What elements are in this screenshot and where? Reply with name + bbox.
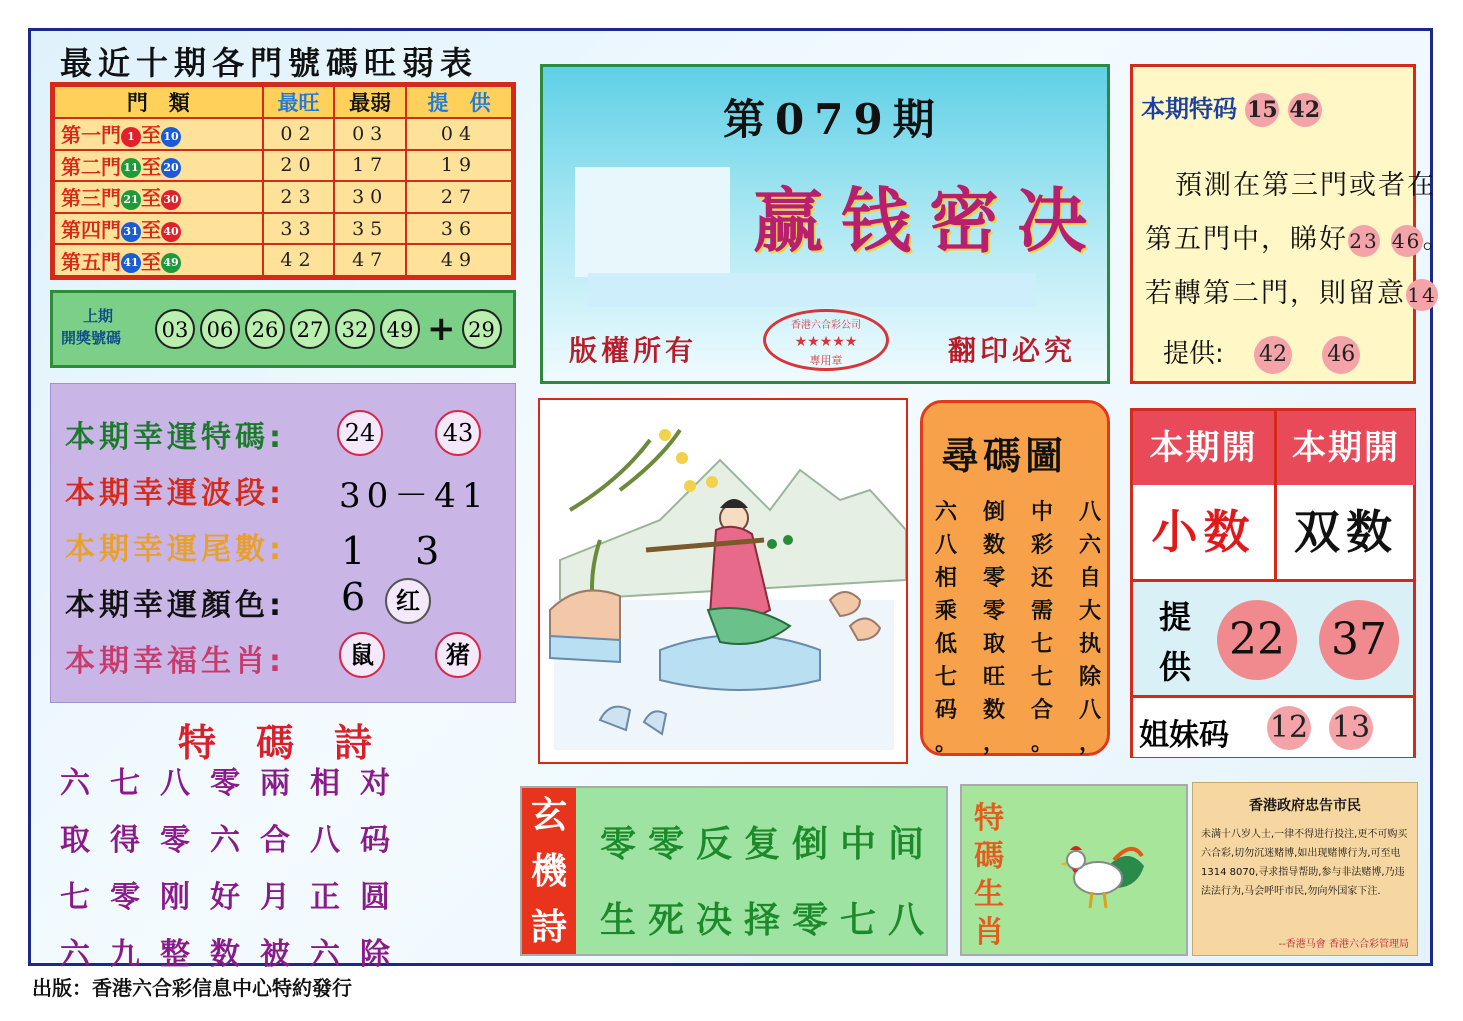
bs-provide-label-2: 供 xyxy=(1159,648,1192,686)
rooster-icon xyxy=(1058,836,1148,916)
draw-special-ball: 29 xyxy=(462,309,502,349)
issue-number: 第079期 xyxy=(723,95,945,144)
find-code-row xyxy=(935,594,1101,627)
door-name: 第一門 xyxy=(61,123,121,148)
prediction-num: 14 xyxy=(1406,279,1438,311)
hot-cell: 02 xyxy=(263,118,335,150)
cold-cell: 30 xyxy=(334,181,406,213)
find-code-char: 数 xyxy=(982,698,1005,723)
lucky-panel xyxy=(50,383,516,703)
mystery-head-char: 詩 xyxy=(530,907,567,948)
prediction-line-2 xyxy=(1145,217,1452,257)
find-code-char: 中 xyxy=(1030,500,1053,525)
special-code-title xyxy=(1141,89,1322,127)
range-end-ball: 40 xyxy=(161,222,181,242)
find-code-row xyxy=(935,495,1101,528)
table-header-row xyxy=(54,86,512,118)
lucky-special-2: 43 xyxy=(435,410,481,456)
door-name: 第四門 xyxy=(61,218,121,243)
find-code-char: 彩 xyxy=(1030,533,1053,558)
flute-player-illustration xyxy=(538,398,908,764)
notice-title: 香港政府忠告市民 xyxy=(1249,798,1361,814)
find-code-char: 倒 xyxy=(982,500,1005,525)
sister-num: 13 xyxy=(1329,706,1373,750)
find-code-char: 自 xyxy=(1078,566,1101,591)
find-code-char: 除 xyxy=(1078,665,1101,690)
bs-val-right: 双数 xyxy=(1274,485,1415,579)
door-label xyxy=(54,181,263,213)
bs-val-left: 小数 xyxy=(1151,505,1256,559)
notice-body: 未满十八岁人士,一律不得进行投注,更不可购买六合彩,切勿沉迷赌博,如出现赌博行为,可至电1314 8070,寻求指导帮助,参与非法赌博,乃违法法行为,马会呼吁市民,勿向外国家下注. xyxy=(1201,829,1408,897)
find-code-title: 尋碼圖 xyxy=(941,434,1068,478)
notice-sign: --香港马會 香港六合彩管理局 xyxy=(1278,939,1409,950)
issue-banner xyxy=(540,64,1110,384)
poem-body xyxy=(60,758,500,986)
bs-head-right: 本期開 xyxy=(1274,411,1415,485)
range-start-ball: 31 xyxy=(121,222,141,242)
find-code-char: 旺 xyxy=(982,665,1005,690)
plus-icon: + xyxy=(427,309,456,349)
special-code-panel xyxy=(1130,64,1452,384)
prediction-line-1: 預測在第三門或者在 xyxy=(1175,170,1436,201)
find-code-char: 大 xyxy=(1078,599,1101,624)
find-code-char: 码 xyxy=(935,698,958,723)
range-start-ball: 11 xyxy=(121,158,141,178)
lucky-zodiac-2: 猪 xyxy=(435,632,481,678)
door-ranking-table xyxy=(50,82,516,280)
cold-cell: 47 xyxy=(334,244,406,276)
zodiac-title-char: 碼 xyxy=(974,839,1004,874)
col-header-provide: 提 供 xyxy=(406,86,512,118)
lucky-tail-label: 本期幸運尾數: xyxy=(65,532,285,567)
lucky-zodiac-label: 本期幸福生肖: xyxy=(65,644,285,679)
range-to: 至 xyxy=(141,123,161,148)
seal-bottom-text: 專用章 xyxy=(809,354,843,367)
mystery-line-1: 零零反复倒中间 xyxy=(600,824,937,865)
find-code-char: 七 xyxy=(1030,665,1053,690)
find-code-char: 七 xyxy=(1030,632,1053,657)
find-code-char: 取 xyxy=(982,632,1005,657)
find-code-char: 乘 xyxy=(935,599,958,624)
prediction-num: 46 xyxy=(1391,225,1423,257)
mystery-poem-panel xyxy=(520,786,948,956)
mystery-head-char: 機 xyxy=(530,851,567,892)
bs-provide-num: 22 xyxy=(1217,600,1297,680)
prediction-line-3 xyxy=(1145,271,1438,311)
door-label xyxy=(54,213,263,245)
prediction-end: 。 xyxy=(1422,224,1452,255)
range-end-ball: 20 xyxy=(161,158,181,178)
lucky-special-1: 24 xyxy=(337,410,383,456)
draw-number-ball: 26 xyxy=(245,309,285,349)
find-code-char: 零 xyxy=(982,566,1005,591)
poem-title: 特碼詩 xyxy=(178,721,413,765)
find-code-row xyxy=(935,693,1101,726)
door-name: 第二門 xyxy=(61,154,121,179)
lucky-color: 红 xyxy=(385,578,431,624)
door-label xyxy=(54,150,263,182)
main-title: 最近十期各門號碼旺弱表 xyxy=(60,44,479,82)
special-code-label: 本期特码 xyxy=(1141,95,1237,123)
lucky-tail: 1 3 6 xyxy=(341,529,490,619)
seal-stars-icon: ★★★★★ xyxy=(794,334,858,350)
range-to: 至 xyxy=(141,186,161,211)
hot-cell: 23 xyxy=(263,181,335,213)
poem-line: 六七八零兩相对 xyxy=(60,766,410,801)
find-code-char: ， xyxy=(982,731,1005,756)
table-row xyxy=(54,118,512,150)
door-name: 第三門 xyxy=(61,186,121,211)
find-code-char: 。 xyxy=(935,731,958,756)
bs-provide-label xyxy=(1159,592,1191,692)
find-code-char: 还 xyxy=(1030,566,1053,591)
copyright-left: 版權所有 xyxy=(569,334,698,367)
provide-cell: 36 xyxy=(406,213,512,245)
provide-cell: 27 xyxy=(406,181,512,213)
find-code-char: 。 xyxy=(1030,731,1053,756)
find-code-char: 需 xyxy=(1030,599,1053,624)
lucky-wave: 30－41 xyxy=(339,476,490,516)
range-end-ball: 30 xyxy=(161,190,181,210)
find-code-char: ， xyxy=(1078,731,1101,756)
mystery-head-char: 玄 xyxy=(530,795,567,836)
hot-cell: 33 xyxy=(263,213,335,245)
special-code-num: 42 xyxy=(1288,93,1322,127)
find-code-row xyxy=(935,627,1101,660)
range-to: 至 xyxy=(141,249,161,274)
last-draw-label-1: 上期 xyxy=(83,307,114,325)
special-provide-num: 46 xyxy=(1322,336,1360,374)
find-code-char: 执 xyxy=(1078,632,1101,657)
sister-num: 12 xyxy=(1267,706,1311,750)
table-row xyxy=(54,181,512,213)
find-code-char: 六 xyxy=(1078,533,1101,558)
last-draw-label-2: 開獎號碼 xyxy=(61,329,122,347)
blank-patch xyxy=(575,167,730,277)
range-end-ball: 49 xyxy=(161,253,181,273)
poem-line: 取得零六合八码 xyxy=(60,823,410,858)
find-code-char: 八 xyxy=(935,533,958,558)
company-seal xyxy=(763,309,889,371)
lucky-special-label: 本期幸運特碼: xyxy=(65,420,285,455)
draw-number-ball: 06 xyxy=(200,309,240,349)
range-start-ball: 21 xyxy=(121,190,141,210)
draw-number-ball: 27 xyxy=(290,309,330,349)
lucky-wave-label: 本期幸運波段: xyxy=(65,476,285,511)
poem-line: 六九整数被六除 xyxy=(60,937,410,972)
copyright-right: 翻印必究 xyxy=(948,334,1077,367)
mystery-poem-head xyxy=(522,788,576,954)
range-start-ball: 41 xyxy=(121,253,141,273)
seal-top-text: 香港六合彩公司 xyxy=(791,320,861,331)
illustration-svg xyxy=(540,400,906,762)
col-header-hot: 最旺 xyxy=(263,86,335,118)
publisher-line: 出版：香港六合彩信息中心特約發行 xyxy=(32,976,352,1000)
prediction-text: 第五門中，睇好 xyxy=(1145,224,1348,255)
find-code-char: 七 xyxy=(935,665,958,690)
find-code-char: 低 xyxy=(935,632,958,657)
last-draw-numbers xyxy=(155,309,507,349)
provide-cell: 49 xyxy=(406,244,512,276)
cold-cell: 03 xyxy=(334,118,406,150)
draw-number-ball: 32 xyxy=(335,309,375,349)
range-to: 至 xyxy=(141,218,161,243)
hot-cell: 42 xyxy=(263,244,335,276)
find-code-char: 合 xyxy=(1030,698,1053,723)
find-code-row xyxy=(935,726,1101,759)
find-code-grid xyxy=(935,495,1101,759)
sister-label: 姐妹码 xyxy=(1139,718,1229,753)
find-code-row xyxy=(935,528,1101,561)
special-provide xyxy=(1163,333,1360,374)
poem-line: 七零刚好月正圆 xyxy=(60,880,410,915)
draw-number-ball: 03 xyxy=(155,309,195,349)
last-draw-label xyxy=(61,305,121,349)
government-notice xyxy=(1192,782,1418,956)
lucky-color-label: 本期幸運顏色: xyxy=(65,588,285,623)
bs-provide-row xyxy=(1133,579,1413,695)
special-code-num: 15 xyxy=(1245,93,1279,127)
blank-strip xyxy=(588,273,1036,307)
prediction-text: 若轉第二門，則留意 xyxy=(1145,278,1406,309)
big-small-panel xyxy=(1130,408,1416,758)
find-code-row xyxy=(935,660,1101,693)
find-code-row xyxy=(935,561,1101,594)
zodiac-title-char: 生 xyxy=(974,877,1004,912)
find-code-char: 相 xyxy=(935,566,958,591)
find-code-char: 零 xyxy=(982,599,1005,624)
door-label xyxy=(54,118,263,150)
find-code-char: 八 xyxy=(1078,698,1101,723)
bs-head-left: 本期開 xyxy=(1133,411,1274,485)
range-start-ball: 1 xyxy=(121,127,141,147)
find-code-char: 数 xyxy=(982,533,1005,558)
find-code-char: 八 xyxy=(1078,500,1101,525)
zodiac-title xyxy=(974,800,1010,952)
special-provide-num: 42 xyxy=(1254,336,1292,374)
door-name: 第五門 xyxy=(61,249,121,274)
find-code-panel xyxy=(920,400,1110,756)
table-row xyxy=(54,244,512,276)
range-end-ball: 10 xyxy=(161,127,181,147)
provide-cell: 19 xyxy=(406,150,512,182)
range-to: 至 xyxy=(141,154,161,179)
zodiac-title-char: 特 xyxy=(974,801,1004,836)
bs-provide-label-1: 提 xyxy=(1159,598,1192,636)
door-label xyxy=(54,244,263,276)
table-row xyxy=(54,213,512,245)
bs-sister-row xyxy=(1133,695,1413,757)
cold-cell: 35 xyxy=(334,213,406,245)
find-code-char: 六 xyxy=(935,500,958,525)
special-provide-label: 提供: xyxy=(1163,339,1224,369)
hot-cell: 20 xyxy=(263,150,335,182)
lucky-zodiac-1: 鼠 xyxy=(339,632,385,678)
draw-number-ball: 49 xyxy=(380,309,420,349)
banner-slogan: 赢钱密决 xyxy=(753,180,1105,262)
cold-cell: 17 xyxy=(334,150,406,182)
zodiac-title-char: 肖 xyxy=(974,915,1004,950)
mystery-line-2: 生死决择零七八 xyxy=(600,900,937,941)
prediction-num: 23 xyxy=(1348,225,1380,257)
table-row xyxy=(54,150,512,182)
col-header-cold: 最弱 xyxy=(334,86,406,118)
col-header-door: 門 類 xyxy=(54,86,263,118)
last-draw-panel xyxy=(50,290,516,368)
bs-provide-num: 37 xyxy=(1319,600,1399,680)
zodiac-panel xyxy=(960,784,1188,956)
provide-cell: 04 xyxy=(406,118,512,150)
